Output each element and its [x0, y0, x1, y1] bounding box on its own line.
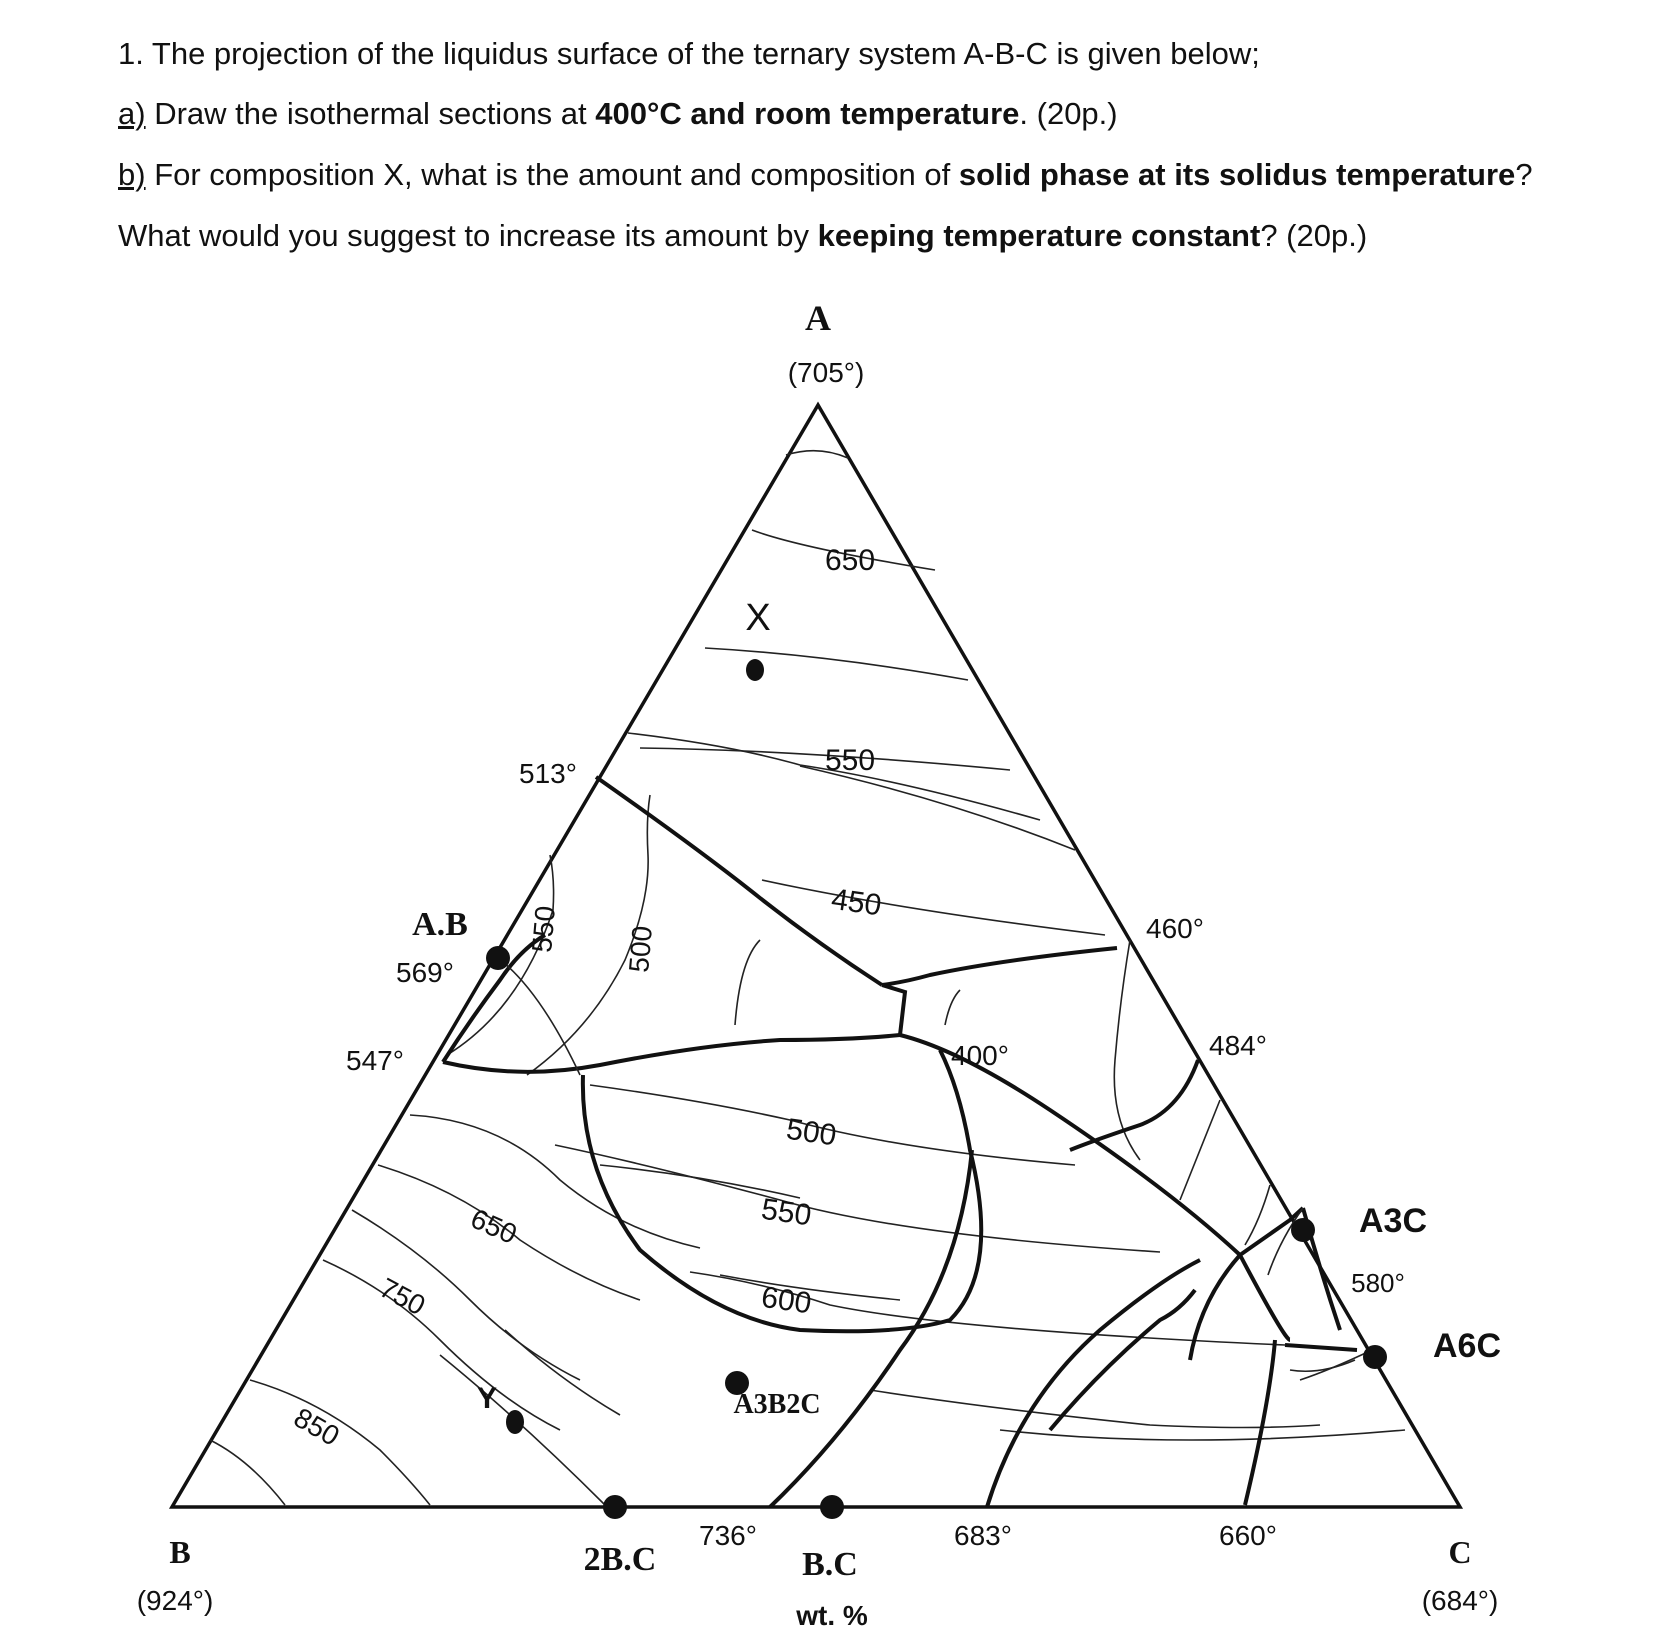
invariant-484-label: 484° — [1209, 1030, 1267, 1061]
compound-point-a6c — [1363, 1345, 1387, 1369]
invariant-513-label: 513° — [519, 758, 577, 789]
isotherm-500-mid-label: 500 — [784, 1112, 839, 1153]
isotherm-750-label: 750 — [374, 1271, 431, 1322]
boundary-line-547 — [443, 1035, 900, 1072]
axis-unit-label: wt. % — [796, 1600, 868, 1631]
line-4-emphasis: keeping temperature constant — [817, 218, 1261, 253]
isotherm-line-650-left — [410, 1115, 700, 1248]
point-x-label: X — [745, 597, 771, 639]
tie-line-a3c — [1268, 1208, 1303, 1275]
vertex-b-temp: (924°) — [136, 1585, 214, 1616]
invariant-547-label: 547° — [346, 1045, 404, 1076]
tie-line-a6c — [1300, 1350, 1372, 1380]
part-a-label: a) — [118, 96, 146, 131]
part-b-text-1: For composition X, what is the amount and composition of — [145, 157, 959, 192]
vertex-b-label: B — [169, 1534, 191, 1570]
isotherm-line-near-2bc — [505, 1330, 620, 1415]
point-y-label: Y — [476, 1382, 498, 1415]
compound-2bc-label: 2B.C — [583, 1541, 657, 1578]
boundary-lines — [443, 777, 1357, 1507]
compound-ab-temp: 569° — [396, 957, 454, 988]
invariant-400-label: 400° — [951, 1040, 1009, 1071]
invariant-460-label: 460° — [1146, 913, 1204, 944]
part-a-emphasis: 400°C and room temperature — [595, 96, 1020, 131]
vertex-a-label: A — [805, 298, 831, 338]
part-b-emphasis: solid phase at its solidus temperature — [958, 157, 1516, 192]
composition-point-x — [746, 659, 764, 681]
isotherm-line-550-mid — [555, 1145, 1160, 1252]
question-intro: 1. The projection of the liquidus surface of the ternary system A-B-C is given below; — [118, 36, 1260, 71]
part-a-text-2: . (20p.) — [1019, 96, 1118, 131]
isotherm-line-620 — [705, 648, 968, 680]
invariant-660-label: 660° — [1219, 1520, 1277, 1551]
vertex-a-temp: (705°) — [787, 357, 865, 388]
invariant-683-label: 683° — [954, 1520, 1012, 1551]
ternary-triangle — [172, 405, 1460, 1507]
isotherm-line-640 — [870, 1390, 1320, 1428]
isotherm-line-450 — [762, 880, 1105, 935]
isotherm-lines — [210, 451, 1405, 1505]
tie-line-ab — [498, 958, 580, 1075]
boundary-line-460-ternary — [882, 948, 1117, 985]
isotherm-600-mid-label: 600 — [759, 1280, 814, 1321]
compound-point-2bc — [603, 1495, 627, 1519]
isotherm-500-left-label: 500 — [623, 924, 659, 974]
invariant-736-label: 736° — [699, 1520, 757, 1551]
boundary-line-660 — [1245, 1340, 1275, 1505]
isotherm-850-label: 850 — [288, 1401, 345, 1452]
boundary-line-ternary-link — [882, 985, 905, 1035]
compound-a6c-label: A6C — [1432, 1327, 1502, 1365]
boundary-line-a3c-region — [1240, 1255, 1290, 1340]
line-4-text-2: ? (20p.) — [1260, 218, 1368, 253]
isotherm-line-660 — [1000, 1430, 1405, 1440]
isotherm-450-label: 450 — [829, 882, 884, 923]
vertex-c-label: C — [1448, 1534, 1472, 1570]
isotherm-line-top-cap — [786, 451, 848, 458]
part-b-text-2: ? — [1515, 157, 1533, 192]
isotherm-550-left-label: 550 — [526, 904, 562, 954]
isotherm-line-near-bc — [440, 1355, 605, 1505]
invariant-580-label: 580° — [1351, 1268, 1405, 1298]
isotherm-line-mid-left — [735, 940, 760, 1025]
isotherm-line-850 — [250, 1380, 430, 1505]
isotherm-650-left-label: 650 — [466, 1202, 522, 1250]
boundary-line-right-rise — [1190, 1255, 1240, 1360]
line-4-text-1: What would you suggest to increase its amount by — [118, 218, 818, 253]
compound-point-a3c — [1291, 1218, 1315, 1242]
part-a-text-1: Draw the isothermal sections at — [145, 96, 596, 131]
isotherm-550-mid-label: 550 — [759, 1192, 814, 1233]
isotherm-line-right-2 — [1180, 1100, 1220, 1200]
isotherm-line-mid-right — [945, 990, 960, 1025]
compound-a3b2c-label: A3B2C — [733, 1389, 821, 1420]
compound-bc-label: B.C — [802, 1546, 858, 1583]
composition-point-y — [506, 1410, 524, 1434]
tie-lines — [498, 958, 1372, 1380]
compound-point-bc — [820, 1495, 844, 1519]
compound-point-ab — [486, 946, 510, 970]
boundary-line-a6c-left — [1285, 1345, 1357, 1350]
compound-a3c-label: A3C — [1358, 1202, 1428, 1240]
part-b-label: b) — [118, 157, 146, 192]
compound-ab-label: A.B — [412, 906, 468, 943]
isotherm-line-800 — [323, 1260, 560, 1430]
isotherm-550-top-label: 550 — [824, 744, 876, 777]
isotherm-line-900 — [210, 1440, 285, 1505]
isotherm-650-top-label: 650 — [824, 544, 876, 577]
vertex-c-temp: (684°) — [1421, 1585, 1499, 1616]
